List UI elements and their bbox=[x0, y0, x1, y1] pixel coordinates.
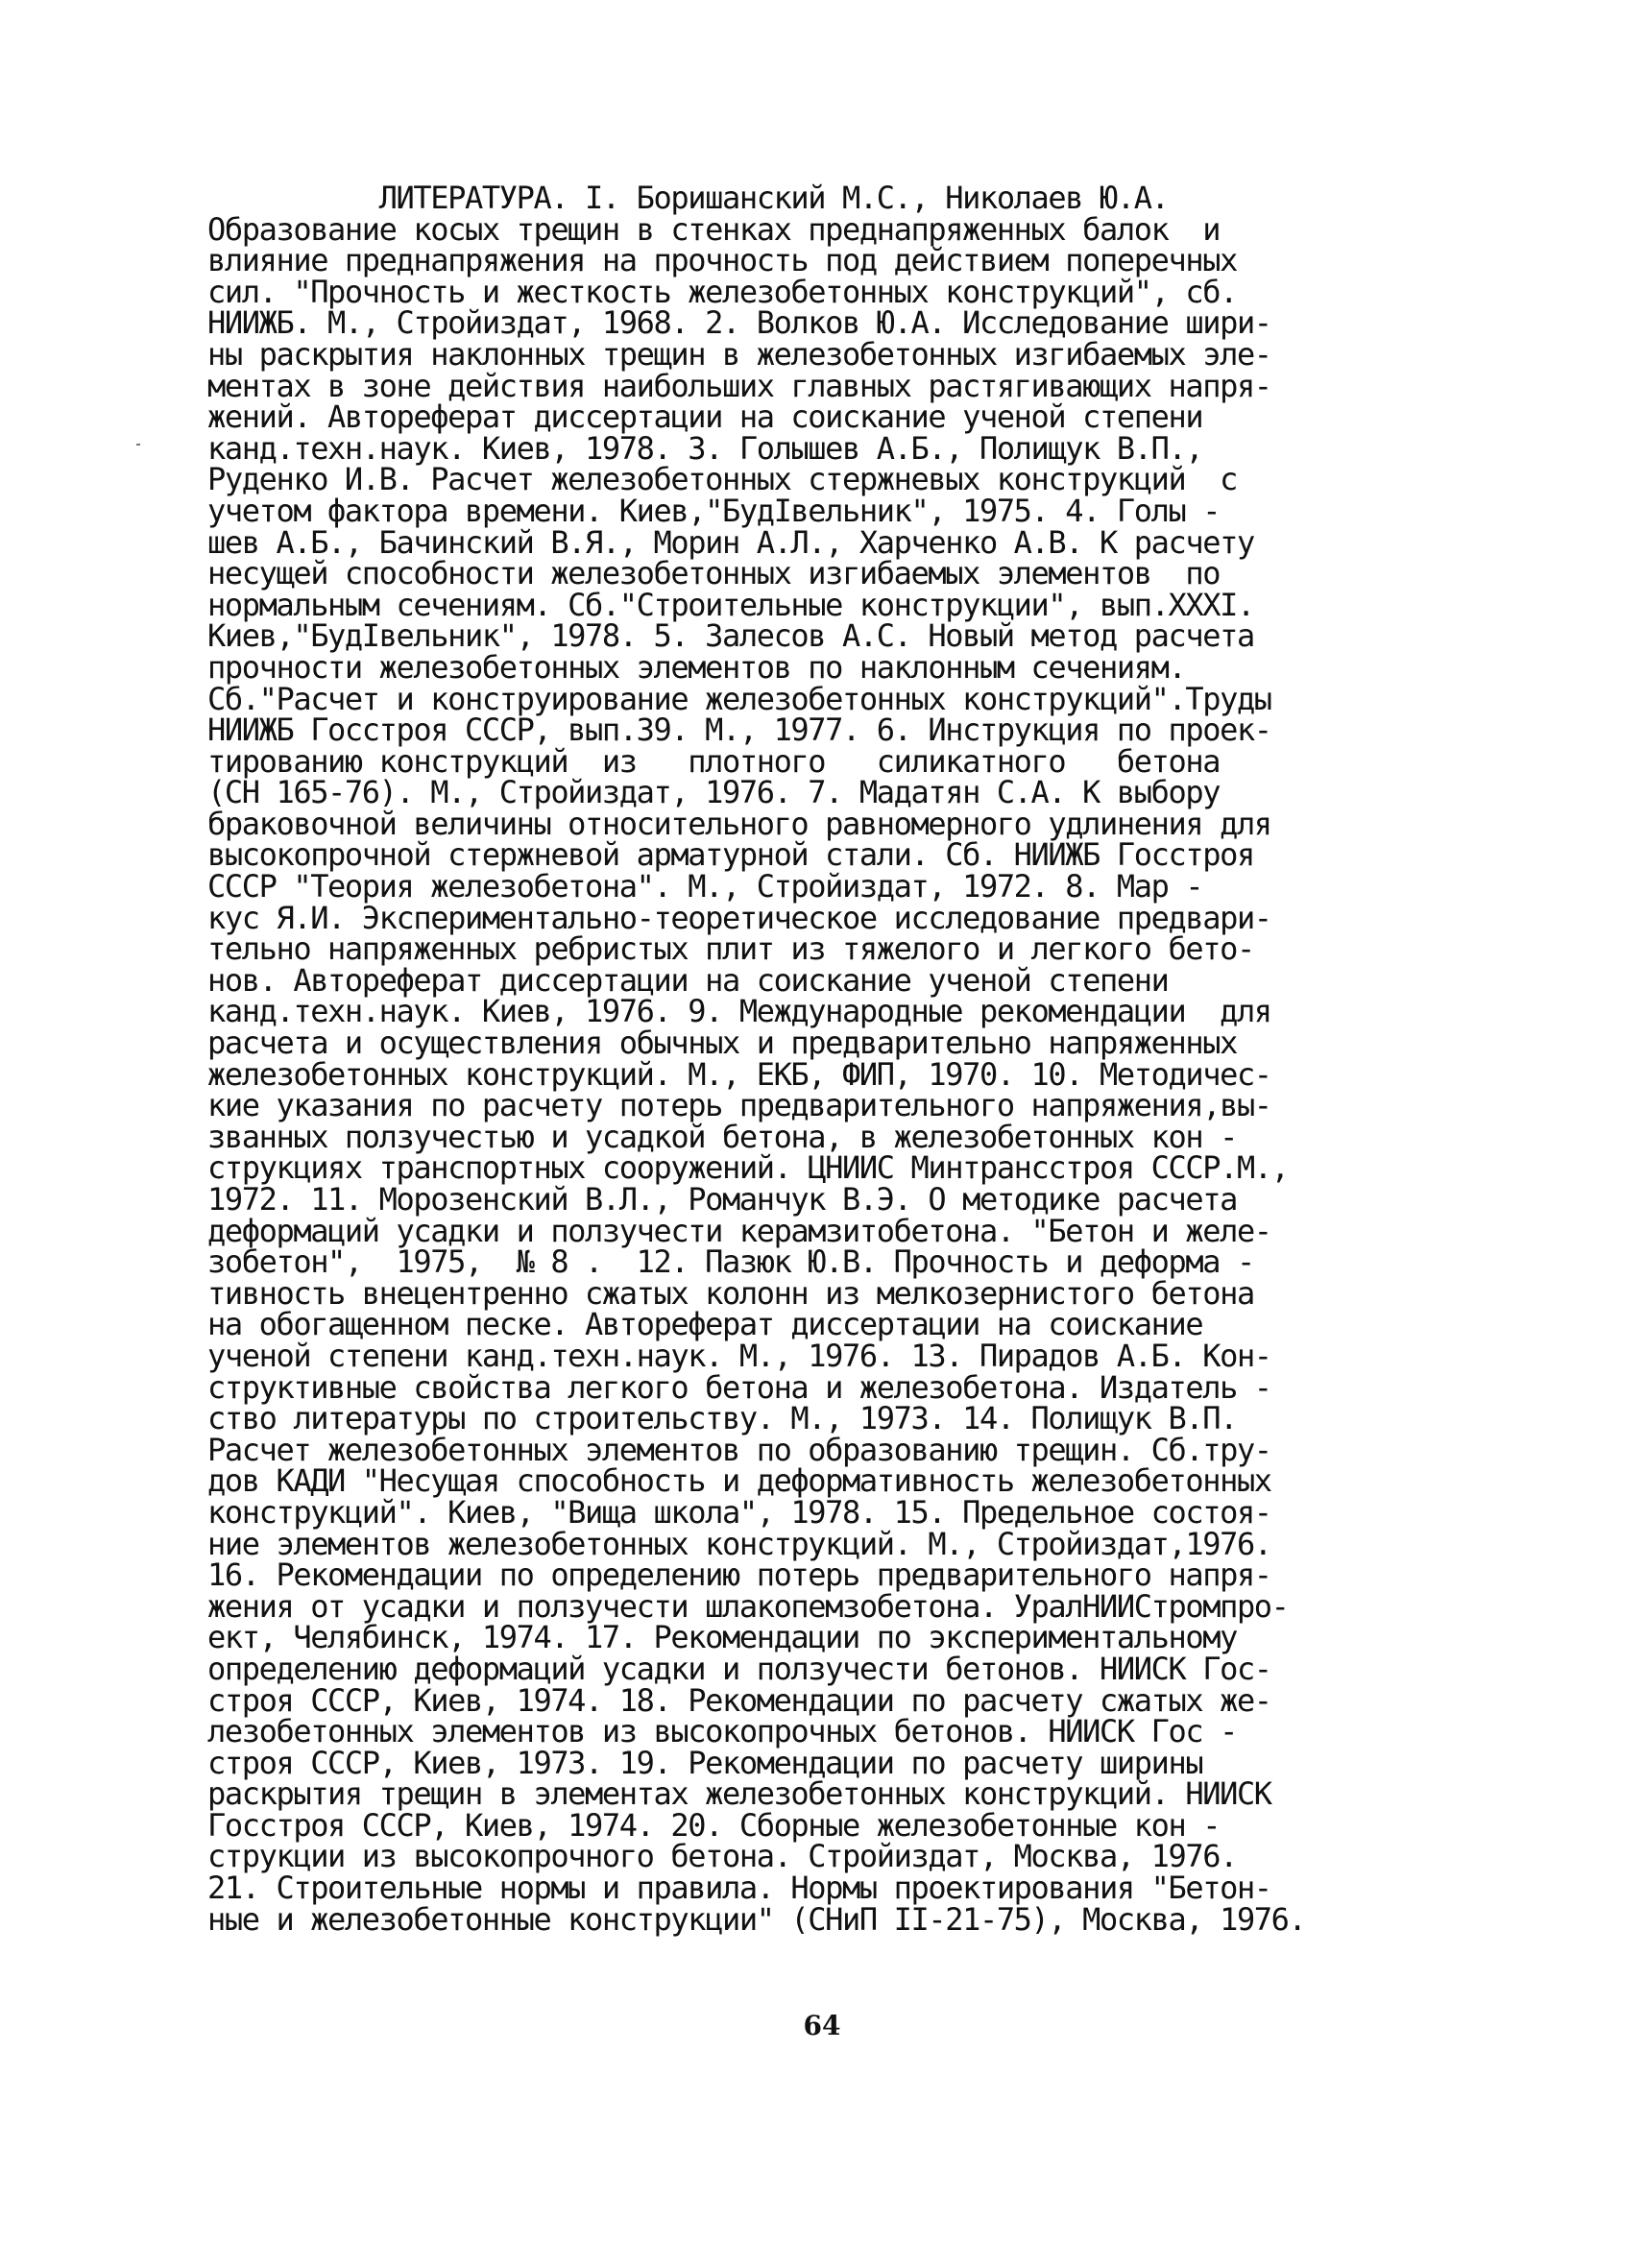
scan-speck bbox=[136, 444, 140, 446]
text-line: несущей способности железобетонных изгибаемых элементов по bbox=[207, 555, 1221, 592]
text-line: Госстроя СССР, Киев, 1974. 20. Сборные железобетонные кон - bbox=[207, 1806, 1221, 1844]
text-line: ны раскрытия наклонных трещин в железобетонных изгибаемых эле- bbox=[207, 335, 1271, 373]
text-line: ментах в зоне действия наибольших главных растягивающих напря- bbox=[207, 367, 1271, 404]
text-line: раскрытия трещин в элементах железобетонных конструкций. НИИСК bbox=[207, 1775, 1271, 1813]
text-line: кус Я.И. Экспериментально-теоретическое исследование предвари- bbox=[207, 899, 1271, 936]
text-line: расчета и осуществления обычных и предварительно напряженных bbox=[207, 1025, 1237, 1062]
text-line: влияние преднапряжения на прочность под действием поперечных bbox=[207, 242, 1237, 279]
text-line: ект, Челябинск, 1974. 17. Рекомендации по экспериментальному bbox=[207, 1619, 1237, 1656]
text-line: лезобетонных элементов из высокопрочных бетонов. НИИСК Гос - bbox=[207, 1713, 1237, 1750]
text-line: 1972. 11. Морозенский В.Л., Романчук В.Э. О методике расчета bbox=[207, 1181, 1237, 1218]
text-line: тельно напряженных ребристых плит из тяжелого и легкого бето- bbox=[207, 930, 1254, 968]
text-line: шев А.Б., Бачинский В.Я., Морин А.Л., Харченко А.В. К расчету bbox=[207, 523, 1254, 561]
text-line: строя СССР, Киев, 1974. 18. Рекомендации по расчету сжатых же- bbox=[207, 1681, 1271, 1719]
text-line: струкциях транспортных сооружений. ЦНИИС Минтрансстроя СССР.М., bbox=[207, 1149, 1289, 1187]
text-line: высокопрочной стержневой арматурной стали. Сб. НИИЖБ Госстроя bbox=[207, 836, 1254, 874]
text-line: тивность внецентренно сжатых колонн из мелкозернистого бетона bbox=[207, 1274, 1254, 1312]
text-line: учетом фактора времени. Киев,"БудIвельник", 1975. 4. Голы - bbox=[207, 492, 1221, 529]
text-line: Руденко И.В. Расчет железобетонных стержневых конструкций с bbox=[207, 461, 1237, 498]
text-line: сил. "Прочность и жесткость железобетонных конструкций", сб. bbox=[207, 273, 1237, 310]
text-line: ученой степени канд.техн.наук. М., 1976. 13. Пирадов А.Б. Кон- bbox=[207, 1337, 1271, 1374]
text-line: строя СССР, Киев, 1973. 19. Рекомендации по расчету ширины bbox=[207, 1744, 1203, 1781]
text-line: канд.техн.наук. Киев, 1976. 9. Международные рекомендации для bbox=[207, 993, 1271, 1030]
text-line: СССР "Теория железобетона". М., Стройиздат, 1972. 8. Мар - bbox=[207, 868, 1203, 905]
text-line: деформаций усадки и ползучести керамзитобетона. "Бетон и желе- bbox=[207, 1212, 1271, 1249]
text-line: НИИЖБ Госстроя СССР, вып.39. М., 1977. 6. Инструкция по проек- bbox=[207, 712, 1271, 749]
text-line: нов. Автореферат диссертации на соискание ученой степени bbox=[207, 961, 1169, 999]
text-line: дов КАДИ "Несущая способность и деформативность железобетонных bbox=[207, 1462, 1271, 1500]
text-line: зобетон", 1975, № 8 . 12. Пазюк Ю.В. Прочность и деформа - bbox=[207, 1243, 1254, 1281]
text-line: канд.техн.наук. Киев, 1978. 3. Голышев А.Б., Полищук В.П., bbox=[207, 429, 1203, 467]
text-line: кие указания по расчету потерь предварительного напряжения,вы- bbox=[207, 1087, 1271, 1124]
text-line: жений. Автореферат диссертации на соискание ученой степени bbox=[207, 398, 1203, 436]
text-line: нормальным сечениям. Сб."Строительные конструкции", вып.XXXI. bbox=[207, 586, 1254, 623]
text-line: ние элементов железобетонных конструкций. М., Стройиздат,1976. bbox=[207, 1525, 1271, 1562]
text-line: струкции из высокопрочного бетона. Стройиздат, Москва, 1976. bbox=[207, 1838, 1237, 1875]
text-line: прочности железобетонных элементов по наклонным сечениям. bbox=[207, 648, 1186, 686]
text-line: определению деформаций усадки и ползучести бетонов. НИИСК Гос- bbox=[207, 1650, 1271, 1687]
text-line: Сб."Расчет и конструирование железобетонных конструкций".Труды bbox=[207, 680, 1271, 717]
text-line: 16. Рекомендации по определению потерь предварительного напря- bbox=[207, 1556, 1271, 1594]
text-line: ЛИТЕРАТУРА. I. Боришанский М.С., Николаев Ю.А. bbox=[207, 180, 1169, 216]
text-line: ные и железобетонные конструкции" (СНиП II-21-75), Москва, 1976. bbox=[207, 1900, 1306, 1938]
text-line: 21. Строительные нормы и правила. Нормы проектирования "Бетон- bbox=[207, 1870, 1271, 1907]
text-line: конструкций". Киев, "Вища школа", 1978. 15. Предельное состоя- bbox=[207, 1493, 1271, 1531]
text-line: (СН 165-76). М., Стройиздат, 1976. 7. Мадатян С.А. К выбору bbox=[207, 774, 1221, 811]
text-line: Образование косых трещин в стенках преднапряженных балок и bbox=[207, 210, 1221, 248]
text-line: тированию конструкций из плотного силикатного бетона bbox=[207, 742, 1221, 780]
text-line: браковочной величины относительного равномерного удлинения для bbox=[207, 805, 1271, 842]
text-line: Киев,"БудIвельник", 1978. 5. Залесов А.С. Новый метод расчета bbox=[207, 617, 1254, 655]
text-line: на обогащенном песке. Автореферат диссертации на соискание bbox=[207, 1306, 1203, 1343]
text-line: НИИЖБ. М., Стройиздат, 1968. 2. Волков Ю.А. Исследование шири- bbox=[207, 304, 1271, 342]
bibliography-text bbox=[207, 180, 1475, 1938]
text-line: Расчет железобетонных элементов по образованию трещин. Сб.тру- bbox=[207, 1431, 1271, 1468]
text-line: ство литературы по строительству. М., 1973. 14. Полищук В.П. bbox=[207, 1400, 1237, 1437]
text-line: структивные свойства легкого бетона и железобетона. Издатель - bbox=[207, 1368, 1271, 1406]
text-line: железобетонных конструкций. М., ЕКБ, ФИП, 1970. 10. Методичес- bbox=[207, 1055, 1271, 1093]
text-line: жения от усадки и ползучести шлакопемзобетона. УралНИИСтромпро- bbox=[207, 1587, 1289, 1625]
text-line: званных ползучестью и усадкой бетона, в железобетонных кон - bbox=[207, 1118, 1237, 1155]
page-number: 64 bbox=[803, 2010, 841, 2041]
